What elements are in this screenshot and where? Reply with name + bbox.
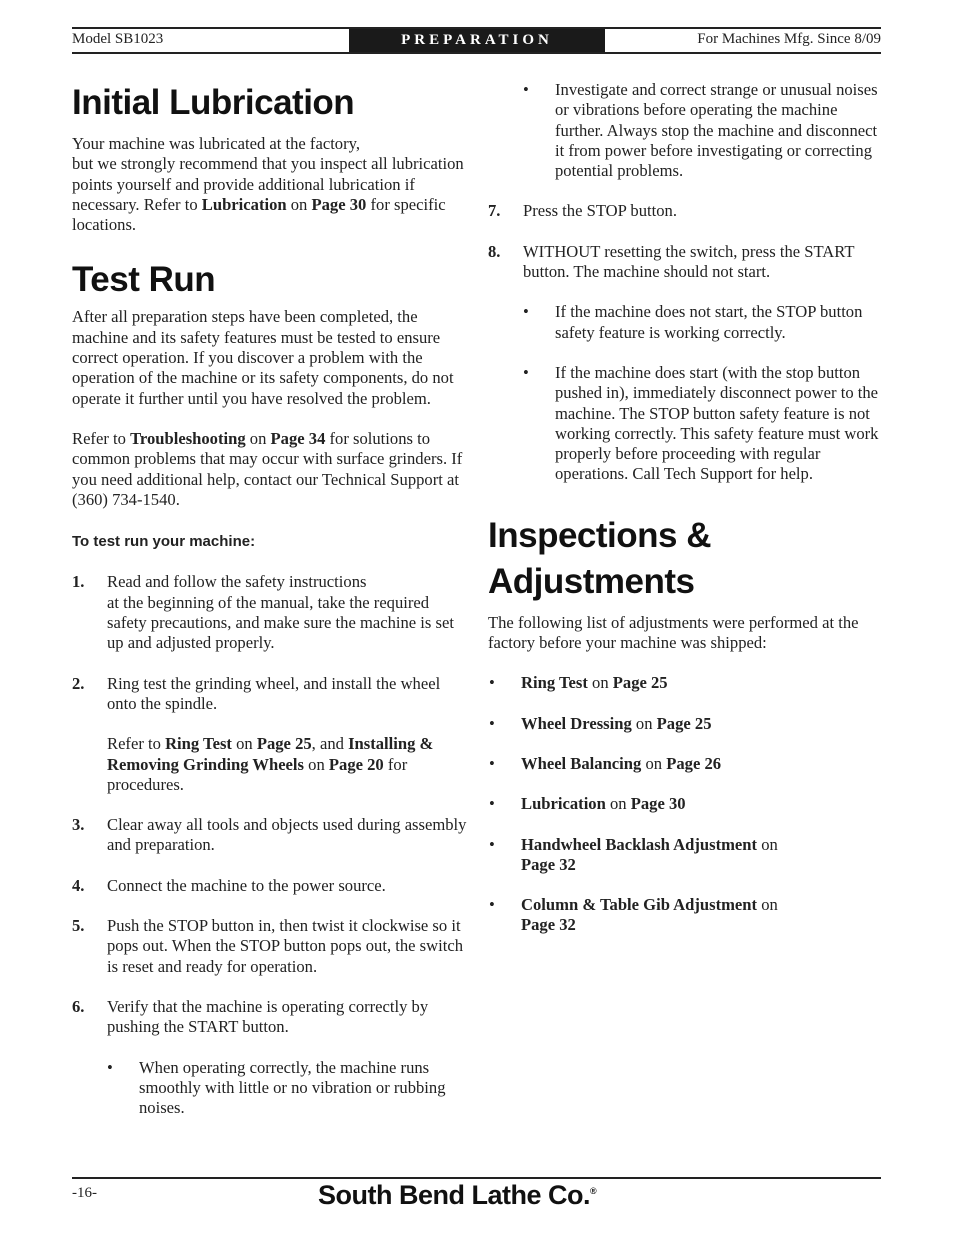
- lubrication-ref: Lubrication: [201, 194, 287, 214]
- step-2-reference: Refer to Ring Test on Page 25, and Installing & Removing Grinding Wheels on Page 20 for procedures.: [107, 734, 434, 794]
- page-header: [72, 27, 881, 54]
- support-phone: (360) 734-1540.: [72, 489, 180, 509]
- test-run-intro: After all preparation steps have been completed, the machine and its safety features must be tested to ensure correct operation. If you discover a problem with the operation of the machine or its safety components, do not operate it further until you have resolved the problem.: [72, 307, 454, 408]
- step-6-bullet-1: • When operating correctly, the machine runs smoothly with little or no vibration or rubbing noises.: [107, 1057, 446, 1118]
- right-column: [488, 80, 883, 936]
- step-8: 8. WITHOUT resetting the switch, press the START button. The machine should not start.: [488, 241, 855, 282]
- section-label: PREPARATION: [349, 29, 605, 52]
- adjustment-item: • Lubrication on Page 30: [489, 794, 686, 814]
- inspections-intro: The following list of adjustments were performed at the factory before your machine was shipped:: [488, 612, 859, 653]
- brand-logo: South Bend Lathe Co.®: [318, 1180, 597, 1210]
- adjustment-item: • Column & Table Gib Adjustment on Page 32: [489, 895, 778, 935]
- inspections-heading: Inspections & Adjustments: [488, 515, 711, 601]
- step-8-bullet-2: • If the machine does start (with the stop button pushed in), immediately disconnect power to the machine. The STOP button safety feature is not working correctly. This safety feature must work properly before proceeding with regular operations. Call Tech Support for help.: [523, 362, 879, 484]
- adjustment-item: • Wheel Balancing on Page 26: [489, 753, 722, 773]
- header-rule-bottom: [72, 52, 881, 54]
- machines-date-label: For Machines Mfg. Since 8/09: [697, 31, 881, 47]
- test-run-heading: Test Run: [72, 260, 216, 300]
- lubrication-paragraph: Your machine was lubricated at the factory, but we strongly recommend that you inspect all lubrication points yourself and provide additional lubrication if necessary. Refer to Lubrication on Page 30 for specific locations.: [72, 134, 464, 235]
- footer-rule: [72, 1177, 881, 1179]
- lubrication-page: Page 30: [311, 194, 367, 214]
- step-3: 3. Clear away all tools and objects used during assembly and preparation.: [72, 815, 467, 855]
- troubleshooting-paragraph: Refer to Troubleshooting on Page 34 for solutions to common problems that may occur with surface grinders. If you need additional help, contact our Technical Support at (360) 734-1540.: [72, 428, 463, 509]
- adjustment-item: • Handwheel Backlash Adjustment on Page 32: [489, 834, 778, 874]
- step-2: 2. Ring test the grinding wheel, and install the wheel onto the spindle.: [72, 673, 441, 713]
- adjustment-item: • Ring Test on Page 25: [489, 673, 668, 693]
- step-6-bullet-2: • Investigate and correct strange or unusual noises or vibrations before operating the machine further. Always stop the machine and disconnect it from power before investigating or correcting potential problems.: [523, 80, 878, 181]
- step-7: 7. Press the STOP button.: [488, 201, 677, 221]
- page-number: -16-: [72, 1185, 97, 1201]
- step-6: 6. Verify that the machine is operating correctly by pushing the START button.: [72, 996, 429, 1037]
- step-8-bullet-1: • If the machine does not start, the STOP button safety feature is working correctly.: [523, 302, 863, 342]
- lubrication-heading: Initial Lubrication: [72, 83, 355, 122]
- step-5: 5. Push the STOP button in, then twist it clockwise so it pops out. When the STOP button pops out, the switch is reset and ready for operation.: [72, 916, 463, 976]
- step-1: 1. Read and follow the safety instructions at the beginning of the manual, take the required safety precautions, and make sure the machine is set up and adjusted properly.: [72, 572, 454, 653]
- model-label: Model SB1023: [72, 31, 164, 47]
- adjustment-item: • Wheel Dressing on Page 25: [489, 713, 712, 733]
- left-column: [72, 80, 467, 1118]
- step-4: 4. Connect the machine to the power source.: [72, 875, 386, 895]
- test-run-subheading: To test run your machine:: [72, 533, 256, 551]
